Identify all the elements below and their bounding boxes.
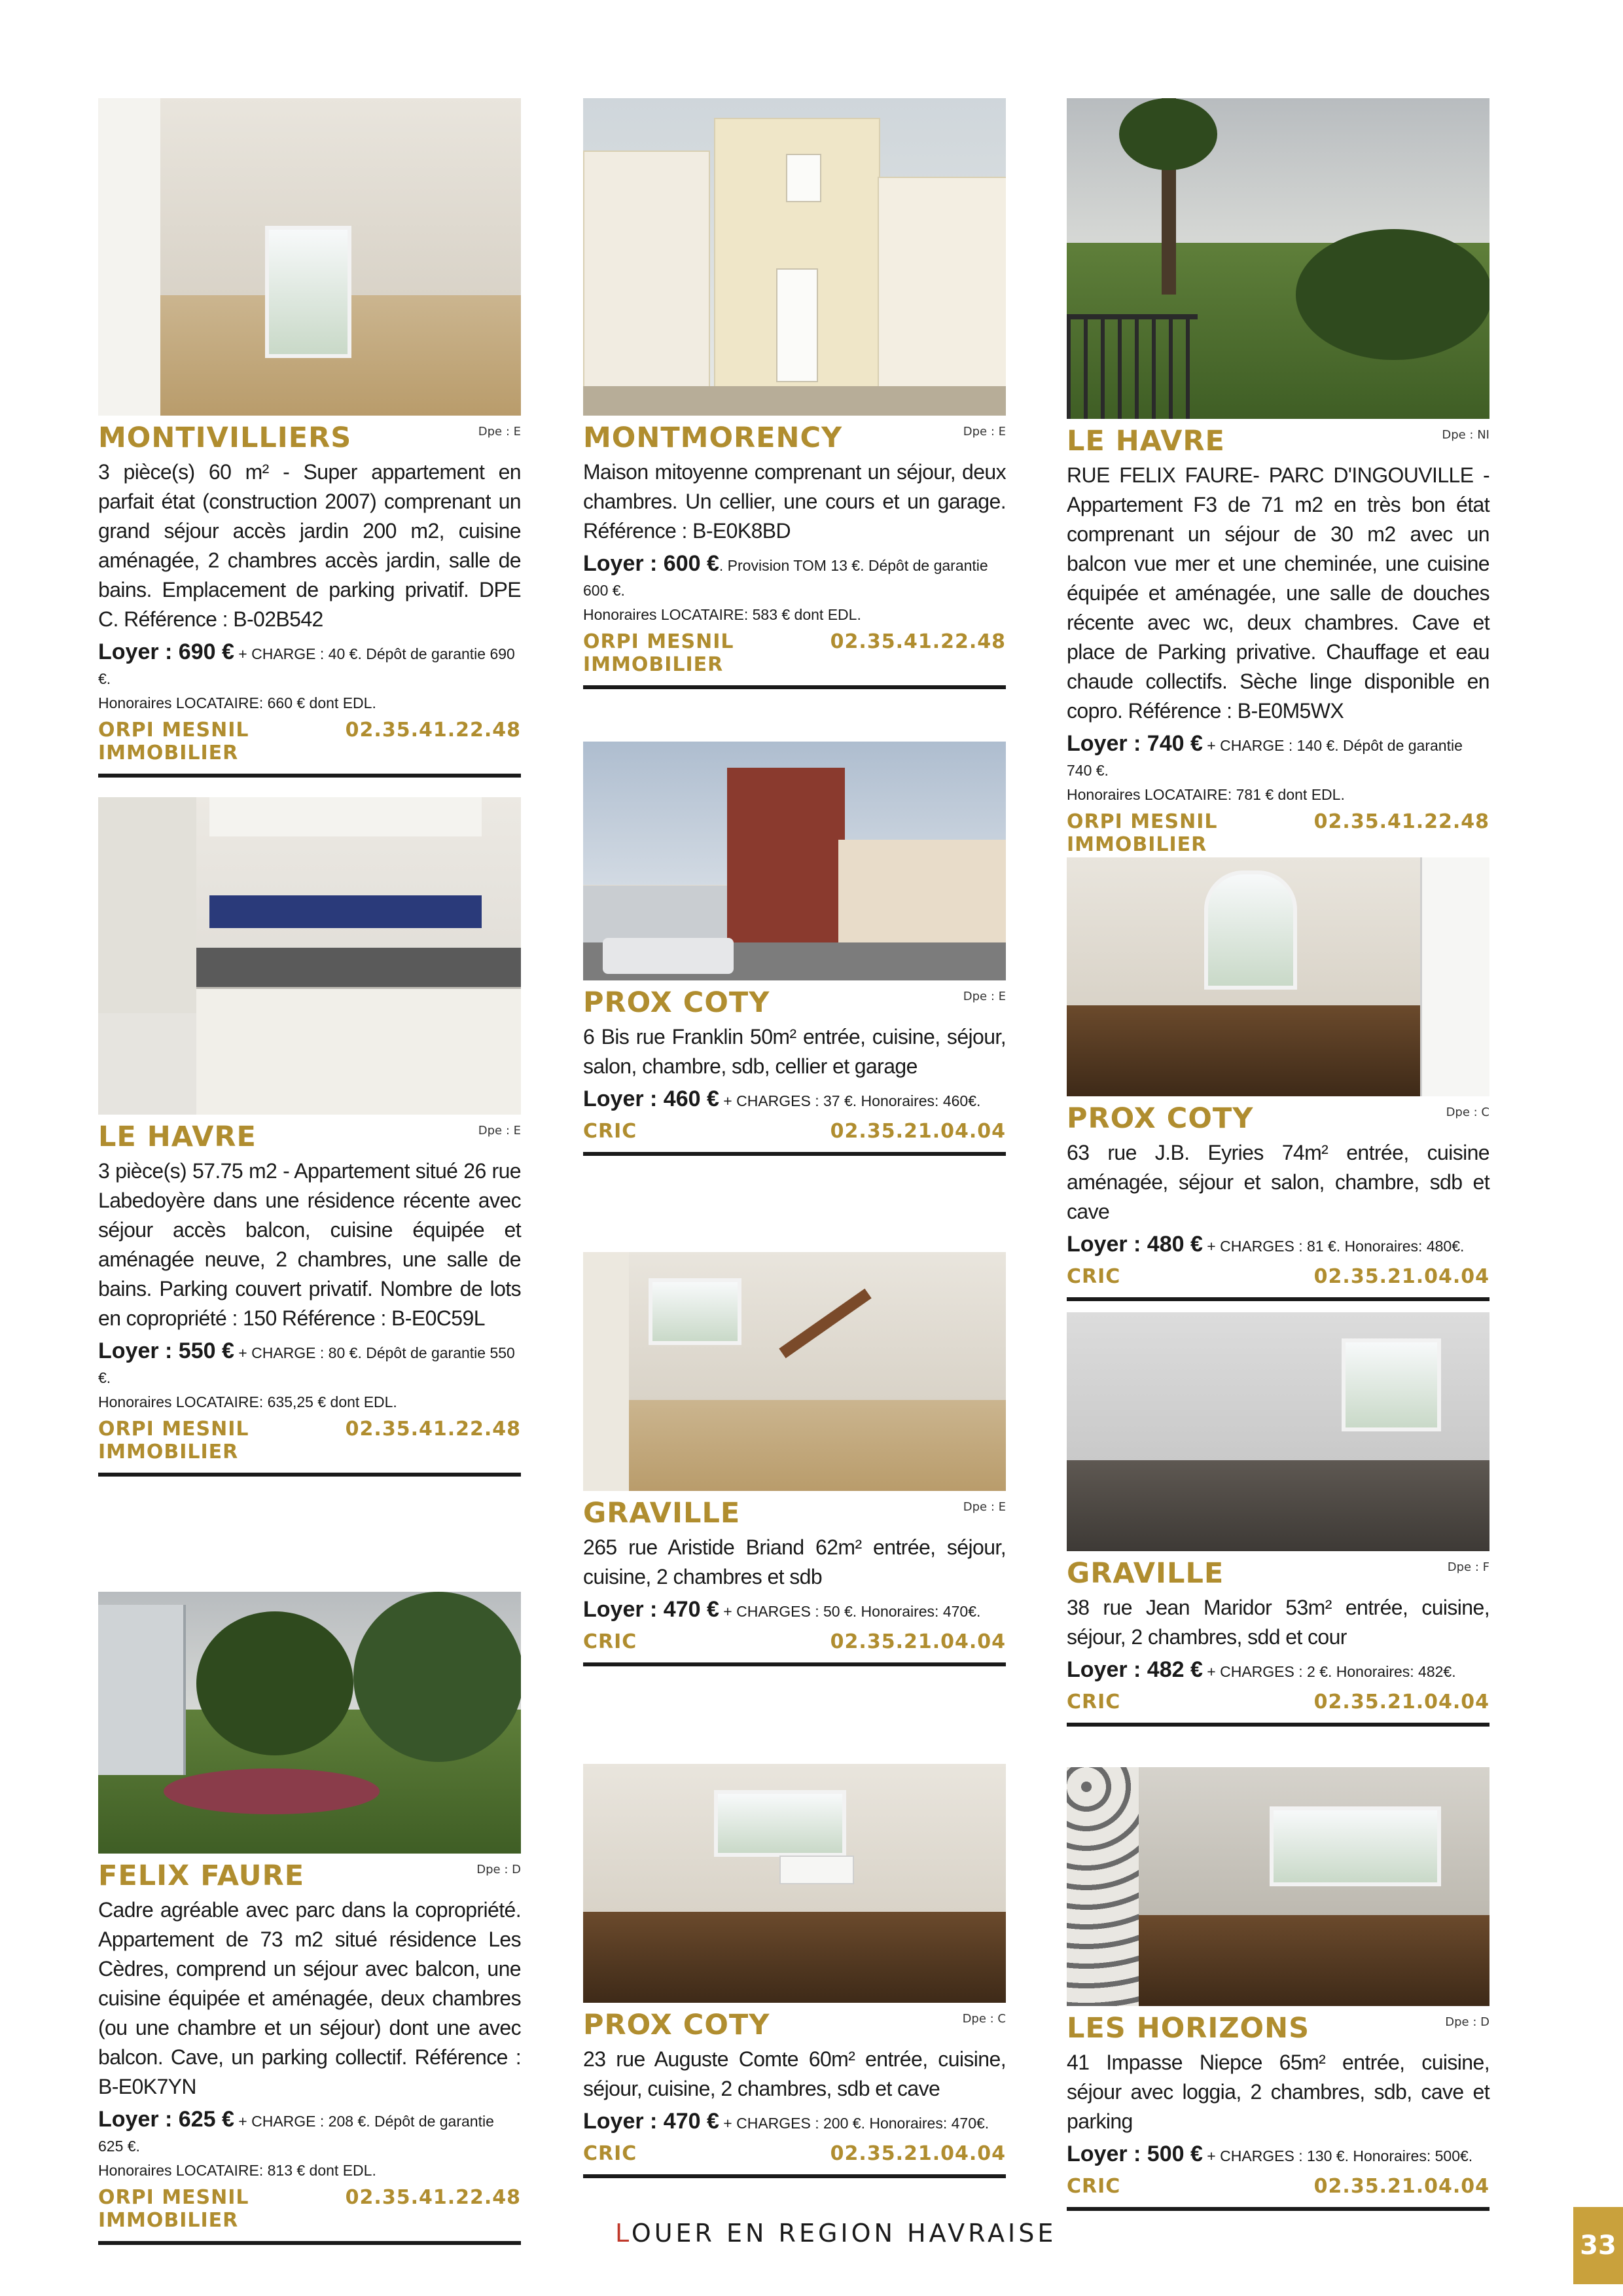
rent-line: [583, 552, 1006, 604]
agency-phone[interactable]: 02.35.21.04.04: [1313, 2175, 1489, 2198]
street-building-photo: [583, 742, 1006, 980]
agency-phone[interactable]: 02.35.21.04.04: [1313, 1265, 1489, 1288]
agency-contact: [583, 1630, 1006, 1666]
listing-description: 41 Impasse Niepce 65m² entrée, cuisine, séjour avec loggia, 2 chambres, sdb, cave et parking: [1067, 2051, 1489, 2133]
rent-line: [583, 1088, 1006, 1115]
agency-phone[interactable]: 02.35.21.04.04: [830, 2142, 1006, 2165]
rent-amount: Loyer : 480 €: [1067, 1232, 1203, 1257]
footer-title: OUER EN REGION HAVRAISE: [631, 2219, 1057, 2248]
agency-phone[interactable]: 02.35.41.22.48: [345, 1418, 521, 1441]
agency-contact: [583, 2142, 1006, 2178]
agency-contact: [98, 2186, 521, 2245]
listing-description: Maison mitoyenne comprenant un séjour, deux chambres. Un cellier, une cours et un garage. Référence : B-E0K8BD: [583, 460, 1006, 543]
agency-name: ORPI MESNIL IMMOBILIER: [98, 1418, 249, 1463]
listing-le-havre-labedoyere[interactable]: [98, 797, 521, 1477]
listing-prox-coty-franklin[interactable]: [583, 742, 1006, 1156]
listing-title: MONTMORENCY: [583, 422, 843, 454]
listing-prox-coty-comte[interactable]: [583, 1764, 1006, 2178]
rent-line: [1067, 732, 1489, 784]
balcony-garden-view-photo: [1067, 98, 1489, 419]
rent-line: [98, 641, 521, 692]
living-room-garden-door-photo: [98, 98, 521, 416]
rent-detail: + CHARGE : 40 €. Dépôt de garantie 690 €.: [98, 645, 515, 687]
listing-title: PROX COTY: [1067, 1102, 1254, 1135]
agency-name: ORPI MESNIL IMMOBILIER: [98, 719, 249, 764]
empty-room-window-photo: [1067, 1312, 1489, 1551]
agency-contact: [1067, 1265, 1489, 1301]
agency-phone[interactable]: 02.35.41.22.48: [830, 630, 1006, 653]
listing-title: MONTIVILLIERS: [98, 422, 352, 454]
agency-contact: [583, 630, 1006, 689]
agency-phone[interactable]: 02.35.41.22.48: [345, 719, 521, 742]
rent-detail: + CHARGES : 50 €. Honoraires: 470€.: [719, 1603, 981, 1620]
kitchen-photo: [98, 797, 521, 1115]
listing-title: PROX COTY: [583, 2009, 770, 2041]
rent-detail: + CHARGES : 81 €. Honoraires: 480€.: [1202, 1238, 1465, 1255]
dpe-label: Dpe : F: [1447, 1560, 1489, 1574]
listing-graville-briand[interactable]: [583, 1252, 1006, 1666]
dpe-label: Dpe : C: [1446, 1105, 1489, 1119]
agency-phone[interactable]: 02.35.21.04.04: [1313, 1691, 1489, 1713]
listing-title: GRAVILLE: [583, 1497, 741, 1530]
rent-detail: + CHARGES : 200 €. Honoraires: 470€.: [719, 2115, 990, 2132]
room-wallpaper-photo: [1067, 1767, 1489, 2006]
listing-description: 23 rue Auguste Comte 60m² entrée, cuisine, séjour, cuisine, 2 chambres, sdb et cave: [583, 2047, 1006, 2100]
rent-line: [98, 2108, 521, 2160]
agency-name: CRIC: [583, 2142, 637, 2165]
attic-room-photo: [583, 1252, 1006, 1491]
listing-les-horizons[interactable]: [1067, 1767, 1489, 2211]
dpe-label: Dpe : E: [963, 990, 1006, 1003]
rent-detail: + CHARGE : 80 €. Dépôt de garantie 550 €.: [98, 1344, 515, 1386]
listing-title: LES HORIZONS: [1067, 2012, 1310, 2045]
listing-montivilliers[interactable]: [98, 98, 521, 778]
listing-description: RUE FELIX FAURE- PARC D'INGOUVILLE - Appartement F3 de 71 m2 en très bon état comprenant un séjour de 30 m2 avec un balcon vue mer et une cheminée, une cuisine équipée et aménagée, une salle de douches récente avec wc, deux chambres. Cave et place de Parking privative. Chauffage et eau chaude collectifs. Sèche linge disponible en copro. Référence : B-E0M5WX: [1067, 463, 1489, 723]
rent-detail: + CHARGE : 140 €. Dépôt de garantie 740 €.: [1067, 737, 1463, 779]
rent-line: [1067, 1659, 1489, 1685]
dpe-label: Dpe : E: [963, 1500, 1006, 1514]
page-footer: [615, 2219, 1056, 2248]
listing-le-havre-felix-faure[interactable]: [1067, 98, 1489, 869]
listing-prox-coty-eyries[interactable]: [1067, 857, 1489, 1301]
agency-phone[interactable]: 02.35.21.04.04: [830, 1630, 1006, 1653]
rent-amount: Loyer : 500 €: [1067, 2142, 1203, 2166]
agency-phone[interactable]: 02.35.41.22.48: [1313, 810, 1489, 833]
agency-name: ORPI MESNIL IMMOBILIER: [98, 2186, 249, 2232]
rent-amount: Loyer : 470 €: [583, 1597, 719, 1622]
rent-line: [583, 2110, 1006, 2137]
listing-description: 3 pièce(s) 57.75 m2 - Appartement situé 26 rue Labedoyère dans une résidence récente avec séjour accès balcon, cuisine équipée et aménagée neuve, 2 chambres, une salle de bains. Parking couvert privatif. Nombre de lots en copropriété : 150 Référence : B-E0C59L: [98, 1159, 521, 1330]
dpe-label: Dpe : NI: [1442, 428, 1489, 442]
agency-phone[interactable]: 02.35.41.22.48: [345, 2186, 521, 2209]
listing-montmorency[interactable]: [583, 98, 1006, 689]
listing-felix-faure[interactable]: [98, 1592, 521, 2245]
rent-line: [1067, 2143, 1489, 2170]
rent-line: [98, 1340, 521, 1391]
listing-description: 3 pièce(s) 60 m² - Super appartement en parfait état (construction 2007) comprenant un grand séjour accès jardin 200 m2, cuisine aménagée, 2 chambres accès jardin, salle de bains. Emplacement de parking privatif. DPE C. Référence : B-02B542: [98, 460, 521, 631]
listing-description: Cadre agréable avec parc dans la copropriété. Appartement de 73 m2 situé résidence Les Cèdres, comprend un séjour avec balcon, une cuisine équipée et aménagée, deux chambres (ou une chambre et un séjour) dont une avec balcon. Cave, un parking collectif. Référence : B-E0K7YN: [98, 1898, 521, 2098]
listing-title: GRAVILLE: [1067, 1557, 1224, 1590]
rent-detail: + CHARGES : 37 €. Honoraires: 460€.: [719, 1092, 981, 1109]
living-room-parquet-photo: [583, 1764, 1006, 2003]
dpe-label: Dpe : D: [476, 1863, 521, 1876]
dpe-label: Dpe : E: [963, 425, 1006, 439]
agency-name: ORPI MESNIL IMMOBILIER: [1067, 810, 1218, 856]
townhouse-facade-photo: [583, 98, 1006, 416]
rent-line: [583, 1598, 1006, 1625]
agency-fees: Honoraires LOCATAIRE: 781 € dont EDL.: [1067, 786, 1345, 803]
room-parquet-window-photo: [1067, 857, 1489, 1096]
agency-name: CRIC: [1067, 2175, 1121, 2198]
rent-line: [1067, 1233, 1489, 1260]
agency-fees: Honoraires LOCATAIRE: 583 € dont EDL.: [583, 606, 861, 623]
agency-fees: Honoraires LOCATAIRE: 660 € dont EDL.: [98, 694, 376, 711]
rent-amount: Loyer : 740 €: [1067, 731, 1203, 756]
agency-contact: [1067, 2175, 1489, 2211]
rent-amount: Loyer : 600 €: [583, 551, 719, 576]
dpe-label: Dpe : D: [1445, 2015, 1489, 2029]
listing-description: 265 rue Aristide Briand 62m² entrée, séjour, cuisine, 2 chambres et sdb: [583, 1535, 1006, 1588]
agency-name: CRIC: [583, 1120, 637, 1143]
dpe-label: Dpe : C: [962, 2012, 1006, 2026]
agency-contact: [1067, 1691, 1489, 1727]
agency-name: CRIC: [1067, 1265, 1121, 1288]
listing-title: LE HAVRE: [98, 1121, 257, 1153]
agency-name: CRIC: [1067, 1691, 1121, 1713]
listing-description: 63 rue J.B. Eyries 74m² entrée, cuisine aménagée, séjour et salon, chambre, sdb et cave: [1067, 1141, 1489, 1223]
dpe-label: Dpe : E: [478, 425, 521, 439]
listing-description: 6 Bis rue Franklin 50m² entrée, cuisine, séjour, salon, chambre, sdb, cellier et garage: [583, 1025, 1006, 1078]
agency-name: ORPI MESNIL IMMOBILIER: [583, 630, 734, 676]
rent-amount: Loyer : 625 €: [98, 2107, 234, 2132]
agency-fees: Honoraires LOCATAIRE: 635,25 € dont EDL.: [98, 1393, 397, 1410]
listing-title: LE HAVRE: [1067, 425, 1225, 457]
rent-amount: Loyer : 470 €: [583, 2109, 719, 2134]
agency-fees: Honoraires LOCATAIRE: 813 € dont EDL.: [98, 2162, 376, 2179]
listing-graville-maridor[interactable]: [1067, 1312, 1489, 1727]
rent-detail: + CHARGES : 2 €. Honoraires: 482€.: [1202, 1663, 1456, 1680]
rent-amount: Loyer : 460 €: [583, 1086, 719, 1111]
listing-title: PROX COTY: [583, 986, 770, 1019]
residence-park-photo: [98, 1592, 521, 1854]
agency-contact: [98, 1418, 521, 1477]
listing-description: 38 rue Jean Maridor 53m² entrée, cuisine, séjour, 2 chambres, sdd et cour: [1067, 1596, 1489, 1649]
agency-contact: [98, 719, 521, 778]
agency-name: CRIC: [583, 1630, 637, 1653]
dpe-label: Dpe : E: [478, 1124, 521, 1138]
agency-phone[interactable]: 02.35.21.04.04: [830, 1120, 1006, 1143]
page-number: 33: [1573, 2207, 1623, 2284]
rent-amount: Loyer : 690 €: [98, 639, 234, 664]
rent-amount: Loyer : 550 €: [98, 1338, 234, 1363]
listing-title: FELIX FAURE: [98, 1859, 305, 1892]
footer-first-letter: L: [615, 2219, 632, 2248]
rent-detail: + CHARGES : 130 €. Honoraires: 500€.: [1202, 2147, 1473, 2164]
rent-detail: + CHARGE : 208 €. Dépôt de garantie 625 €.: [98, 2113, 494, 2155]
rent-amount: Loyer : 482 €: [1067, 1657, 1203, 1682]
agency-contact: [583, 1120, 1006, 1156]
rent-detail: . Provision TOM 13 €. Dépôt de garantie 600 €.: [583, 557, 988, 599]
